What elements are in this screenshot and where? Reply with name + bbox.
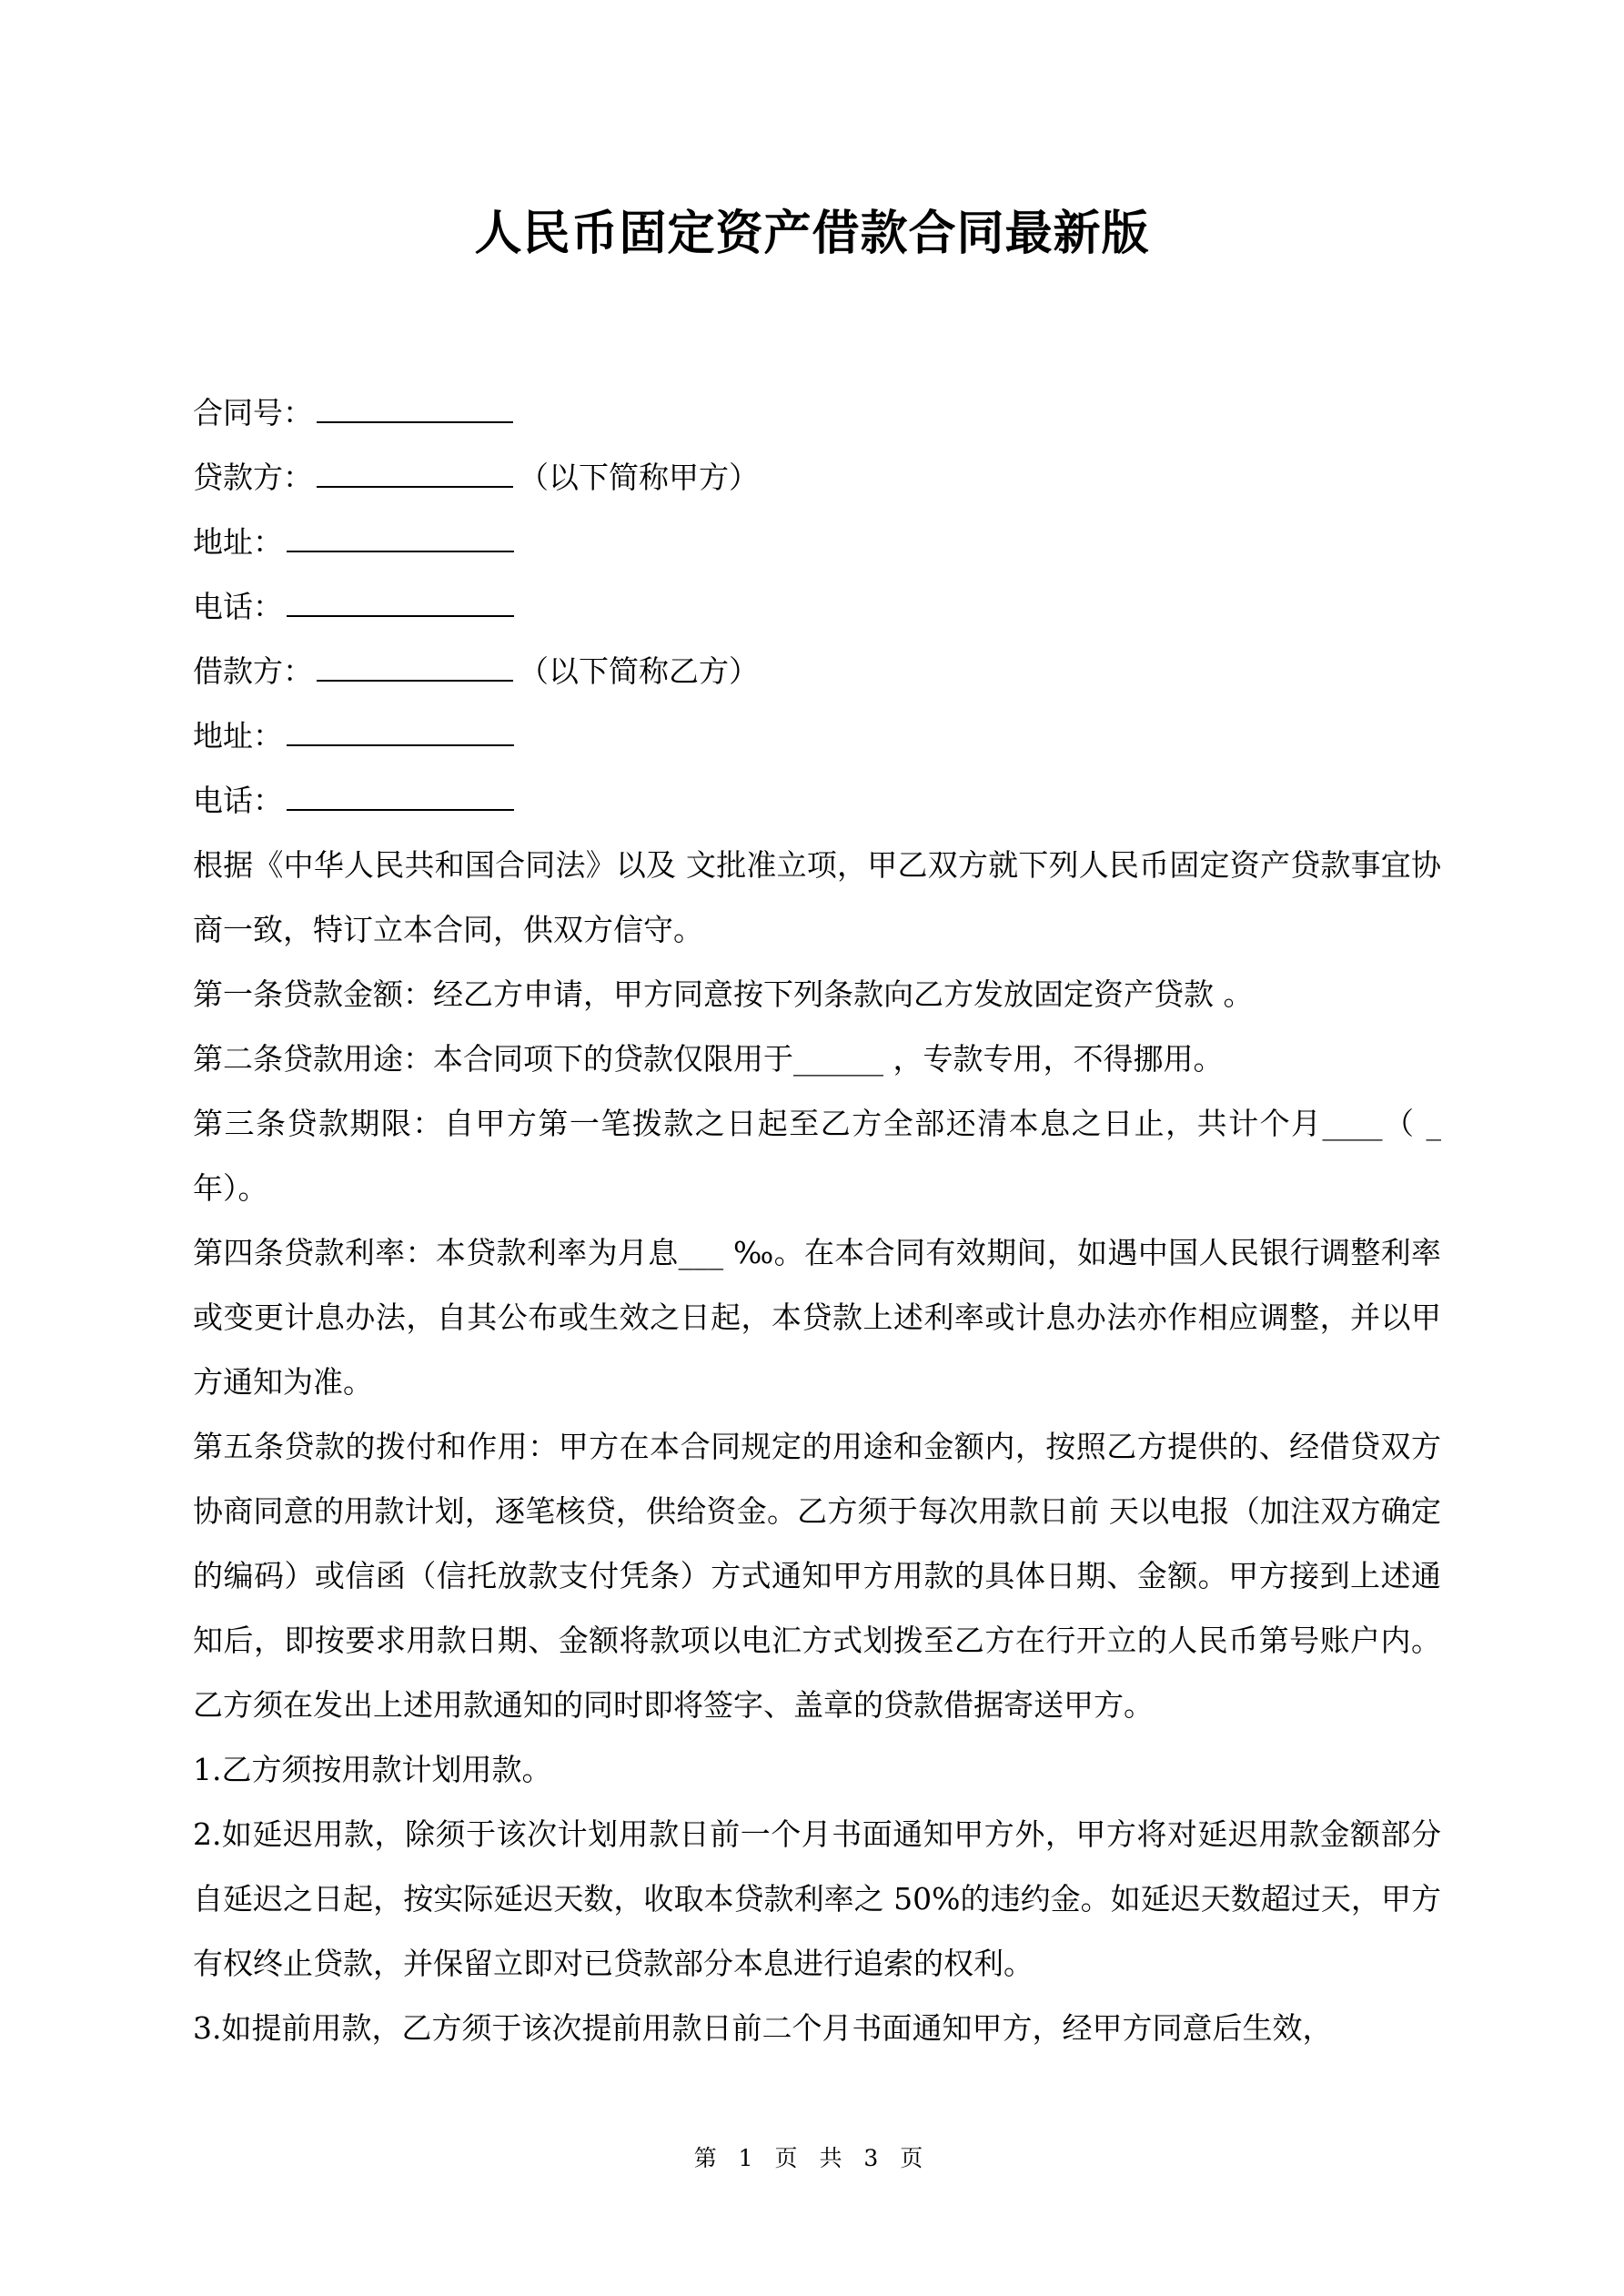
fill-in-blank[interactable] [287,712,514,746]
document-body [193,380,1441,2060]
field-row [193,380,1441,445]
field-note: （以下简称乙方） [519,653,759,689]
clause-paragraph: 第二条贷款用途：本合同项下的贷款仅限用于______ ，专款专用，不得挪用。 [193,1041,1224,1077]
fill-in-blank[interactable] [317,453,513,488]
field-row [193,768,1441,833]
field-label: 电话： [193,589,283,624]
fill-in-blank[interactable] [317,389,513,423]
clause-paragraph: 3.如提前用款，乙方须于该次提前用款日前二个月书面通知甲方，经甲方同意后生效， [193,2010,1333,2046]
document-title: 人民币固定资产借款合同最新版 [474,207,1150,261]
field-label: 合同号： [193,395,313,430]
fill-in-blank[interactable] [287,776,514,811]
field-row [193,445,1441,510]
clause-paragraph: 根据《中华人民共和国合同法》以及 文批准立项，甲乙双方就下列人民币固定资产贷款事宜协商一致，特订立本合同，供双方信守。 [193,847,1441,947]
field-label: 借款方： [193,653,313,689]
field-row [193,703,1441,768]
field-label: 地址： [193,718,283,754]
contract-clauses [193,833,1441,2060]
fill-in-blank[interactable] [287,582,514,617]
field-row [193,510,1441,574]
field-label: 电话： [193,783,283,818]
field-row [193,639,1441,703]
clause-paragraph: 2.如延迟用款，除须于该次计划用款日前一个月书面通知甲方外，甲方将对延迟用款金额部分自延迟之日起，按实际延迟天数，收取本贷款利率之 50%的违约金。如延迟天数超过天，甲方有权终止贷款，并保留立即对已贷款部分本息进行追索的权利。 [193,1816,1441,1981]
clause-paragraph: 1.乙方须按用款计划用款。 [193,1752,552,1787]
clause-paragraph: 第五条贷款的拨付和作用：甲方在本合同规定的用途和金额内，按照乙方提供的、经借贷双方协商同意的用款计划，逐笔核贷，供给资金。乙方须于每次用款日前 天以电报（加注双方确定的编码）或信函（信托放款支付凭条）方式通知甲方用款的具体日期、金额。甲方接到上述通知后，即按要求用款日期、金额将款项以电汇方式划拨至乙方在行开立的人民币第号账户内。乙方须在发出上述用款通知的同时即将签字、盖章的贷款借据寄送甲方。 [193,1429,1441,1723]
fill-in-blank[interactable] [317,647,513,682]
clause-paragraph: 第三条贷款期限：自甲方第一笔拨款之日起至乙方全部还清本息之日止，共计个月____（ _年）。 [193,1106,1441,1206]
clause-paragraph: 第四条贷款利率：本贷款利率为月息___ ‰。在本合同有效期间，如遇中国人民银行调整利率或变更计息办法，自其公布或生效之日起，本贷款上述利率或计息办法亦作相应调整，并以甲方通知为准。 [193,1235,1441,1400]
field-note: （以下简称甲方） [519,460,759,495]
page-footer: 第 1 页 共 3 页 [693,2145,931,2171]
field-label: 地址： [193,524,283,560]
field-row [193,574,1441,639]
party-info-fields [193,380,1441,833]
field-label: 贷款方： [193,460,313,495]
clause-paragraph: 第一条贷款金额：经乙方申请，甲方同意按下列条款向乙方发放固定资产贷款 。 [193,976,1254,1012]
fill-in-blank[interactable] [287,518,514,552]
